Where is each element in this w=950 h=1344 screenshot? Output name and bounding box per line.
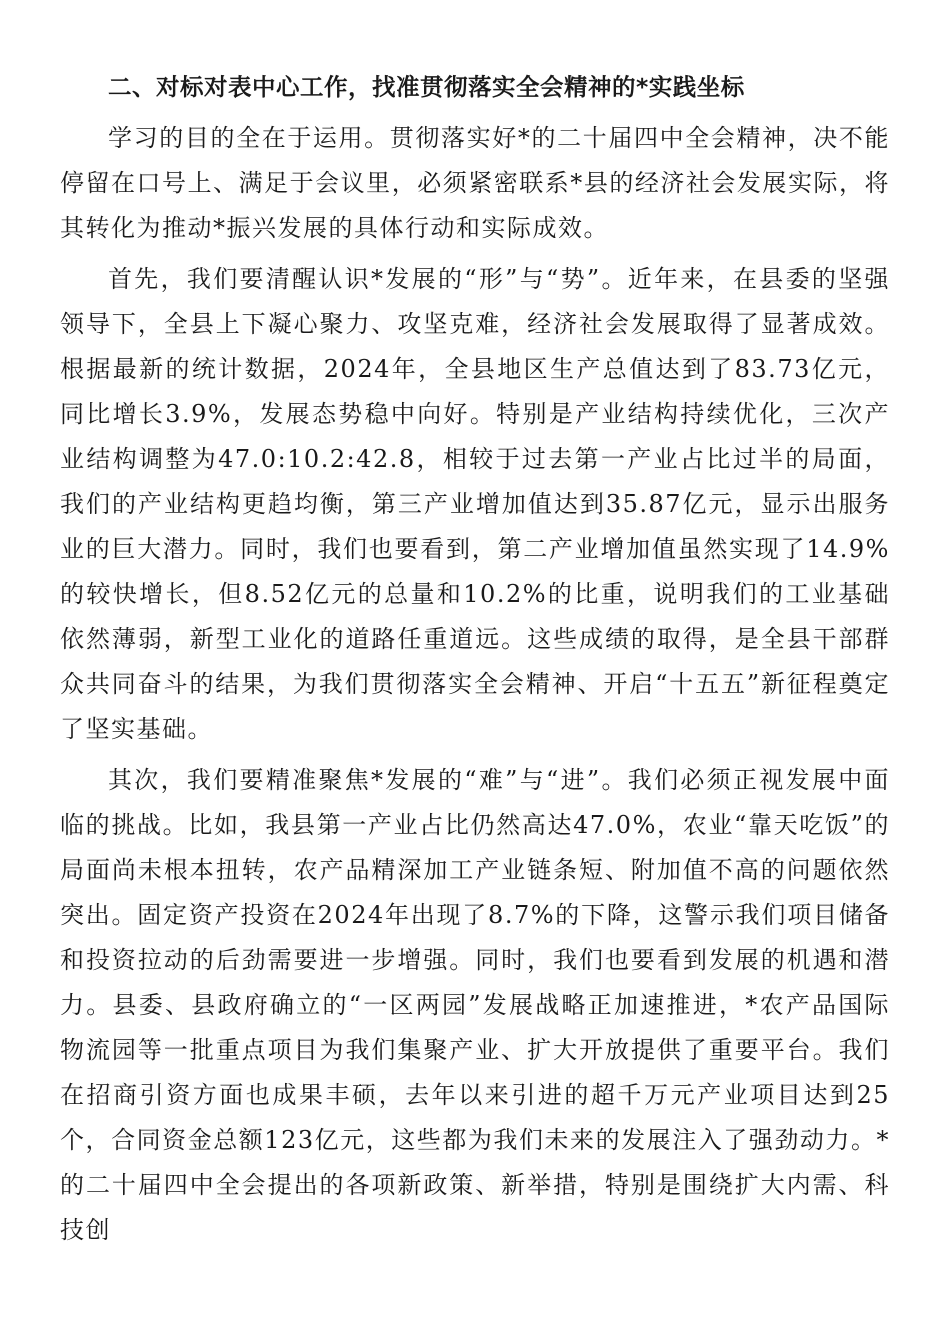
paragraph-first: 首先，我们要清醒认识*发展的“形”与“势”。近年来，在县委的坚强领导下，全县上下凝心聚力、攻坚克难，经济社会发展取得了显著成效。根据最新的统计数据，2024年，全县地区生产总值达到了83.73亿元，同比增长3.9%，发展态势稳中向好。特别是产业结构持续优化，三次产业结构调整为47.0:10.2:42.8，相较于过去第一产业占比过半的局面，我们的产业结构更趋均衡，第三产业增加值达到35.87亿元，显示出服务业的巨大潜力。同时，我们也要看到，第二产业增加值虽然实现了14.9%的较快增长，但8.52亿元的总量和10.2%的比重，说明我们的工业基础依然薄弱，新型工业化的道路任重道远。这些成绩的取得，是全县干部群众共同奋斗的结果，为我们贯彻落实全会精神、开启“十五五”新征程奠定了坚实基础。: [60, 265, 890, 743]
paragraph-intro: 学习的目的全在于运用。贯彻落实好*的二十届四中全会精神，决不能停留在口号上、满足于会议里，必须紧密联系*县的经济社会发展实际，将其转化为推动*振兴发展的具体行动和实际成效。: [60, 124, 890, 242]
section-heading: 二、对标对表中心工作，找准贯彻落实全会精神的*实践坐标: [108, 73, 745, 101]
paragraph-second: 其次，我们要精准聚焦*发展的“难”与“进”。我们必须正视发展中面临的挑战。比如，我县第一产业占比仍然高达47.0%，农业“靠天吃饭”的局面尚未根本扭转，农产品精深加工产业链条短、附加值不高的问题依然突出。固定资产投资在2024年出现了8.7%的下降，这警示我们项目储备和投资拉动的后劲需要进一步增强。同时，我们也要看到发展的机遇和潜力。县委、县政府确立的“一区两园”发展战略正加速推进，*农产品国际物流园等一批重点项目为我们集聚产业、扩大开放提供了重要平台。我们在招商引资方面也成果丰硕，去年以来引进的超千万元产业项目达到25个，合同资金总额123亿元，这些都为我们未来的发展注入了强劲动力。*的二十届四中全会提出的各项新政策、新举措，特别是围绕扩大内需、科技创: [60, 766, 890, 1244]
document-page: [60, 62, 890, 1259]
